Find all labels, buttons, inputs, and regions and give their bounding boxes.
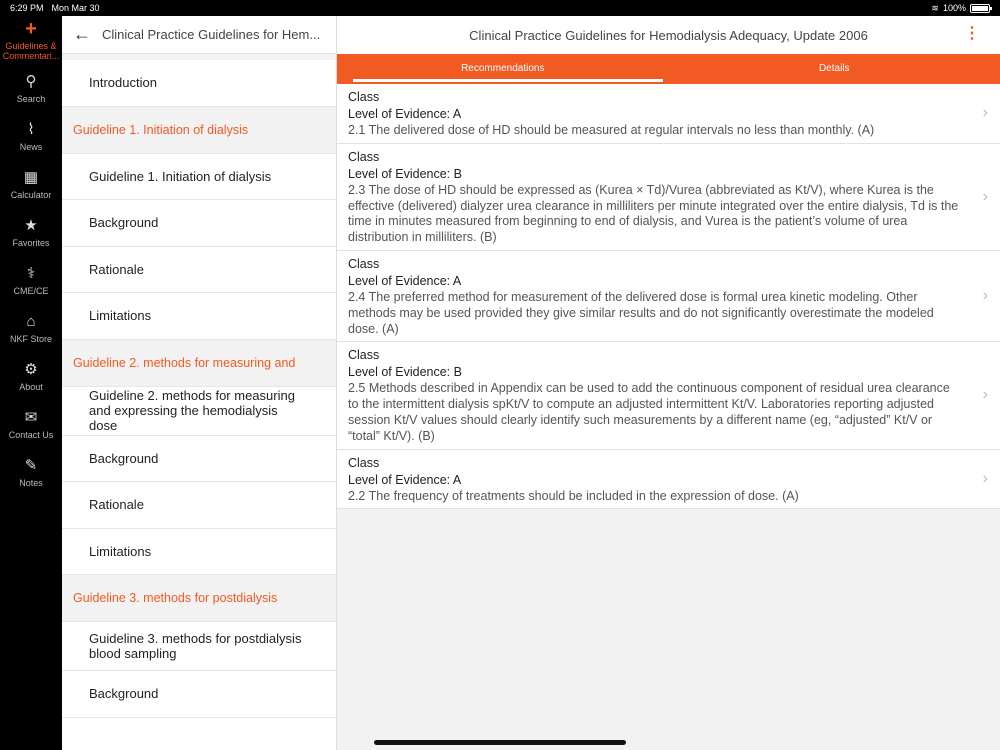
active-tab-indicator <box>353 79 663 82</box>
toc-section-header[interactable]: Guideline 3. methods for postdialysis <box>62 575 336 622</box>
status-bar <box>0 0 1000 16</box>
rail-item-calculator[interactable] <box>0 160 62 208</box>
rail-item-label: Notes <box>19 477 43 488</box>
recommendation-row[interactable] <box>337 251 1000 342</box>
recommendation-text: 2.2 The frequency of treatments should be included in the expression of dose. (A) <box>348 488 799 503</box>
chevron-right-icon: › <box>982 287 988 305</box>
calculator-icon: ▦ <box>23 168 39 186</box>
battery-icon <box>970 4 990 13</box>
rail-item-label: CME/CE <box>13 285 49 296</box>
toc-section-header[interactable]: Guideline 2. methods for measuring and <box>62 340 336 387</box>
rail-item-contact-us[interactable] <box>0 400 62 448</box>
toc-item[interactable] <box>62 718 336 750</box>
recommendation-text: 2.1 The delivered dose of HD should be measured at regular intervals no less than monthly. (A) <box>348 123 875 137</box>
home-indicator <box>374 740 626 745</box>
rail-item-guidelines-commentari[interactable] <box>0 16 62 64</box>
toc-item[interactable]: Limitations <box>62 529 336 576</box>
rail-item-about[interactable] <box>0 352 62 400</box>
recommendation-class-label: Class <box>348 149 380 164</box>
table-of-contents-pane <box>62 16 337 750</box>
level-of-evidence: Level of Evidence: A <box>348 273 462 288</box>
document-title: Clinical Practice Guidelines for Hemodialysis Adequacy, Update 2006 <box>469 27 868 43</box>
rail-item-label: About <box>19 381 43 392</box>
rail-item-favorites[interactable] <box>0 208 62 256</box>
envelope-icon: ✉ <box>24 408 38 426</box>
stethoscope-icon: ⚕ <box>26 264 36 282</box>
rss-icon: ⌇ <box>27 120 35 138</box>
status-time: 6:29 PM <box>10 3 44 13</box>
recommendation-row[interactable] <box>337 342 1000 449</box>
tab-bar <box>337 54 1000 84</box>
toc-title: Clinical Practice Guidelines for Hem... <box>102 27 321 42</box>
rail-item-label: Contact Us <box>8 429 54 440</box>
gear-icon: ⚙ <box>24 360 38 378</box>
more-options-icon[interactable]: ⋮ <box>964 25 980 42</box>
toc-item[interactable]: Background <box>62 436 336 483</box>
side-navigation-rail <box>0 16 62 750</box>
chevron-right-icon: › <box>982 386 988 404</box>
recommendation-class-label: Class <box>348 455 380 470</box>
recommendation-text: 2.3 The dose of HD should be expressed as (Kurea × Td)/Vurea (abbreviated as Kt/V), where Kurea is the effective (delivered) dialyzer urea clearance in milliliters per minute integrated over the entire dialysis, Td is the time in minutes measured from beginning to end of dialysis, and Vurea is the patient’s volume of urea distribution in milliliters. (B) <box>348 182 959 245</box>
toc-header <box>62 16 336 54</box>
recommendations-pane <box>337 16 1000 750</box>
toc-item[interactable]: Guideline 2. methods for measuring and expressing the hemodialysis dose <box>62 387 336 436</box>
toc-item[interactable]: Rationale <box>62 482 336 529</box>
rail-item-news[interactable] <box>0 112 62 160</box>
recommendation-list <box>337 84 1000 509</box>
level-of-evidence: Level of Evidence: B <box>348 166 462 181</box>
battery-percent: 100% <box>942 3 966 13</box>
chevron-right-icon: › <box>982 469 988 487</box>
rail-item-search[interactable] <box>0 64 62 112</box>
level-of-evidence: Level of Evidence: A <box>348 107 462 121</box>
recommendation-row[interactable] <box>337 84 1000 144</box>
toc-item[interactable]: Rationale <box>62 247 336 294</box>
recommendation-row[interactable] <box>337 144 1000 251</box>
rail-item-label: NKF Store <box>9 333 52 344</box>
recommendation-text: 2.4 The preferred method for measurement of the delivered dose is formal urea kinetic modeling. Other methods may be used provided they give similar results and do not significantly overestimate the modeled dose. (A) <box>348 289 934 336</box>
chevron-right-icon: › <box>982 187 988 205</box>
rail-item-label: News <box>19 141 43 152</box>
toc-item[interactable]: Guideline 3. methods for postdialysis blood sampling <box>62 622 336 671</box>
rail-item-label: Favorites <box>12 237 50 248</box>
rail-item-label: Search <box>16 93 46 104</box>
rail-item-label: Calculator <box>10 189 52 200</box>
plus-icon: + <box>25 17 37 40</box>
rail-item-nkf-store[interactable] <box>0 304 62 352</box>
rail-item-label: Guidelines & Commentari... <box>2 40 60 61</box>
status-date: Mon Mar 30 <box>51 3 100 13</box>
tab-recommendations[interactable]: Recommendations <box>461 62 545 74</box>
recommendation-text: 2.5 Methods described in Appendix can be used to add the continuous component of residual urea clearance to the intermittent dialysis spKt/V to compute an adjusted intermittent Kt/V. Laboratories reporting adjusted session Kt/V values should clearly identify such measurements by a different name (eg, “adjusted” Kt/V or “total” Kt/V). (B) <box>348 381 950 443</box>
toc-item[interactable]: Background <box>62 200 336 247</box>
rail-item-notes[interactable] <box>0 448 62 496</box>
star-icon: ★ <box>24 216 38 234</box>
back-arrow-icon[interactable]: ← <box>73 24 91 44</box>
recommendation-row[interactable] <box>337 450 1000 510</box>
main-header <box>337 16 1000 54</box>
toc-list <box>62 54 336 750</box>
toc-section-header[interactable]: Guideline 1. Initiation of dialysis <box>62 107 336 154</box>
toc-item[interactable]: Introduction <box>62 60 336 107</box>
tab-details[interactable]: Details <box>818 62 850 74</box>
pencil-icon: ✎ <box>24 456 38 474</box>
recommendation-class-label: Class <box>348 256 380 271</box>
level-of-evidence: Level of Evidence: B <box>348 365 462 380</box>
store-icon: ⌂ <box>26 312 36 330</box>
recommendation-class-label: Class <box>348 348 380 363</box>
wifi-icon: ≋ <box>931 2 939 13</box>
recommendation-class-label: Class <box>348 90 380 104</box>
toc-item[interactable]: Background <box>62 671 336 718</box>
rail-item-cme-ce[interactable] <box>0 256 62 304</box>
toc-item[interactable]: Limitations <box>62 293 336 340</box>
search-icon: ⚲ <box>25 72 37 90</box>
toc-item[interactable]: Guideline 1. Initiation of dialysis <box>62 154 336 201</box>
chevron-right-icon: › <box>982 104 988 122</box>
level-of-evidence: Level of Evidence: A <box>348 472 462 487</box>
